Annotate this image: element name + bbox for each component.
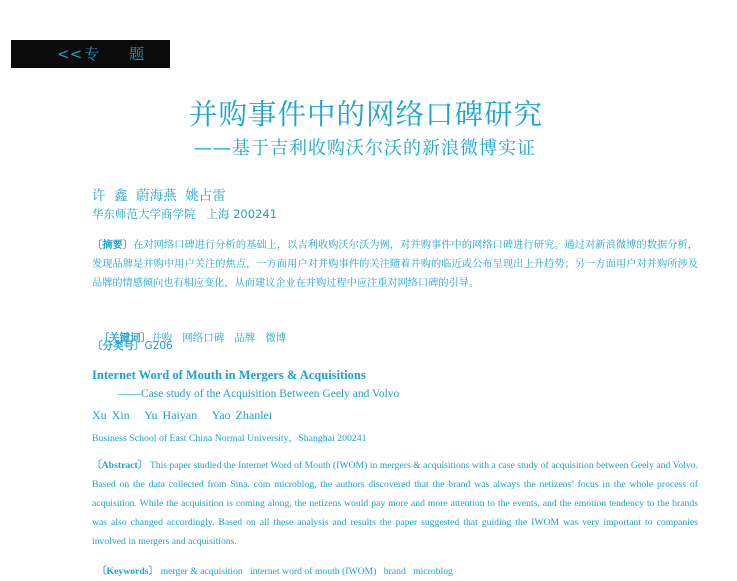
classification-cn-text: G206 xyxy=(144,340,173,352)
section-tag-arrows: << xyxy=(57,45,83,63)
affiliation-en: Business School of East China Normal University，Shanghai 200241 xyxy=(92,433,367,444)
classification-cn xyxy=(92,338,173,353)
classification-cn-label: 〔分类号〕 xyxy=(92,340,145,352)
abstract-en-label: 〔Abstract〕 xyxy=(92,460,148,471)
abstract-en-text: This paper studied the Internet Word of Mouth (IWOM) in mergers & acquisitions with a case study of acquisition between Geely and Volvo. Based on the data collected from Sina. com microblog, the authors discovered that the brand was always the netizens’ focus in the whole process of acquisition. While the acquisition is coming along, the netizens would pay more and more attention to the events, and the emotion tendency to the brands was also changed accordingly. Based on all these analysis and results the paper suggested that guiding the IWOM was very important to companies involved in mergers and acquisitions. xyxy=(92,460,699,547)
section-tag-char2: 题 xyxy=(129,45,145,63)
paper-title-en: Internet Word of Mouth in Mergers & Acquisitions xyxy=(92,368,366,382)
keywords-cn-text: 并购 网络口碑 品牌 微博 xyxy=(151,332,287,344)
section-tag-char1: 专 xyxy=(84,45,100,63)
abstract-cn xyxy=(92,236,698,293)
affiliation-cn: 华东师范大学商学院 上海 200241 xyxy=(92,207,278,221)
paper-title-cn: 并购事件中的网络口碑研究 xyxy=(189,98,544,131)
abstract-cn-text: 在对网络口碑进行分析的基础上，以吉利收购沃尔沃为例，对并购事件中的网络口碑进行研究。通过对新浪微博的数据分析，发现品牌是并购中用户关注的焦点，一方面用户对并购事件的关注随着并购的临近或公布呈现出上升趋势；另一方面用户对并购所涉及品牌的情感倾向也有相应变化，从而建议企业在并购过程中应注重对网络口碑的引导。 xyxy=(92,240,698,289)
authors-en: Xu Xin Yu Haiyan Yao Zhanlei xyxy=(92,408,273,422)
abstract-en xyxy=(92,456,698,551)
paper-subtitle-en: ——Case study of the Acquisition Between Geely and Volvo xyxy=(118,388,400,400)
keywords-en-text: merger & acquisition internet word of mouth (IWOM) brand microblog xyxy=(160,566,453,577)
section-tag xyxy=(11,40,170,68)
keywords-en-label: 〔Keywords〕 xyxy=(96,566,159,577)
paper-subtitle-cn: ——基于吉利收购沃尔沃的新浪微博实证 xyxy=(194,138,536,159)
keywords-cn-label: 〔关键词〕 xyxy=(98,332,152,344)
keywords-en xyxy=(92,552,453,577)
authors-cn: 许 鑫 蔚海燕 姚占雷 xyxy=(92,188,226,204)
abstract-cn-label: 〔摘要〕 xyxy=(92,240,134,251)
